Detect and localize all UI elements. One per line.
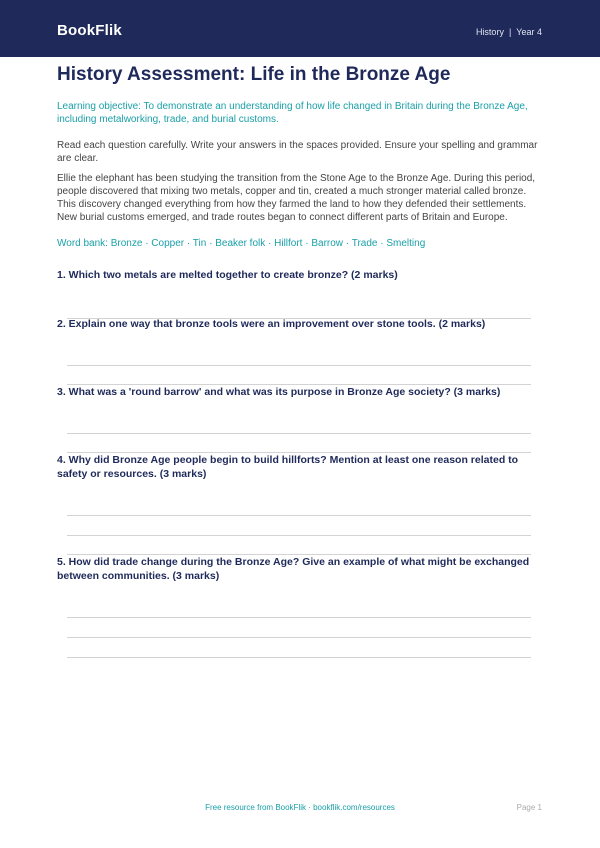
header-bar — [0, 0, 600, 57]
year-label: Year 4 — [516, 27, 542, 37]
subject-label: History — [475, 27, 504, 37]
page-number: Page 1 — [516, 803, 542, 812]
breadcrumb-separator: | — [508, 27, 512, 37]
learning-objective: Learning objective: To demonstrate an understanding of how life changed in Britain during the Bronze Age, including metalworking, trade, and burial customs. — [57, 101, 528, 125]
question-2: 2. Explain one way that bronze tools were an improvement over stone tools. (2 marks) — [57, 318, 486, 330]
footer-attribution[interactable]: Free resource from BookFlik · bookflik.com/resources — [205, 803, 395, 812]
brand-logo: BookFlik — [57, 22, 122, 39]
answer-line[interactable] — [67, 515, 531, 516]
question-1: 1. Which two metals are melted together to create bronze? (2 marks) — [57, 269, 398, 281]
answer-line[interactable] — [67, 637, 531, 638]
story-paragraph: Ellie the elephant has been studying the transition from the Stone Age to the Bronze Age. During this period, people discovered that mixing two metals, copper and tin, created a much stronger material called bronze. This discovery changed everything from how they farmed the land to how they defended their settlements. New burial customs emerged, and trade routes began to connect different parts of Britain and Europe. — [57, 173, 536, 223]
answer-line[interactable] — [67, 657, 531, 658]
page-title: History Assessment: Life in the Bronze Age — [57, 64, 451, 85]
answer-line[interactable] — [67, 433, 531, 434]
question-3: 3. What was a 'round barrow' and what was its purpose in Bronze Age society? (3 marks) — [57, 386, 501, 398]
answer-line[interactable] — [67, 384, 531, 385]
word-bank: Word bank: Bronze · Copper · Tin · Beaker folk · Hillfort · Barrow · Trade · Smelting — [57, 238, 426, 249]
question-4: 4. Why did Bronze Age people begin to build hillforts? Mention at least one reason related to safety or resources. (3 marks) — [57, 454, 519, 480]
answer-line[interactable] — [67, 365, 531, 366]
instructions-text: Read each question carefully. Write your answers in the spaces provided. Ensure your spelling and grammar are clear. — [57, 140, 538, 164]
answer-line[interactable] — [67, 452, 531, 453]
answer-line[interactable] — [67, 554, 531, 555]
answer-line[interactable] — [67, 535, 531, 536]
subject-breadcrumb — [476, 27, 542, 37]
answer-line[interactable] — [67, 617, 531, 618]
question-5: 5. How did trade change during the Bronze Age? Give an example of what might be exchanged between communities. (3 marks) — [57, 556, 530, 582]
